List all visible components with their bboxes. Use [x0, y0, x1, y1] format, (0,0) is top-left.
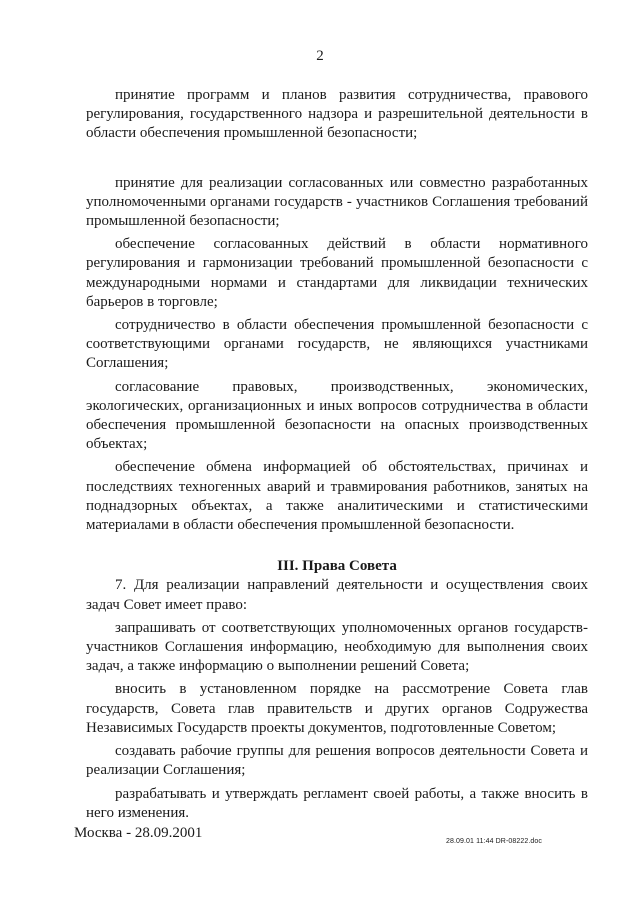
page-number: 2 [316, 48, 324, 64]
paragraph: сотрудничество в области обеспечения промышленной безопасности с соответствующими органами государств, не являющихся участниками Соглашения; [86, 317, 588, 372]
paragraph: создавать рабочие группы для решения вопросов деятельности Совета и реализации Соглашения; [86, 743, 588, 779]
paragraph: обеспечение обмена информацией об обстоятельствах, причинах и последствиях техногенных аварий и травмирования работников, занятых на поднадзорных объектах, а также аналитическими и статистическими материалами в области обеспечения промышленной безопасности. [86, 459, 588, 534]
document-body [86, 86, 588, 823]
footer-file-stamp: 28.09.01 11:44 DR-08222.doc [446, 838, 542, 845]
section-heading: III. Права Совета [277, 558, 397, 575]
paragraph: принятие программ и планов развития сотрудничества, правового регулирования, государственного надзора и разрешительной деятельности в области обеспечения промышленной безопасности; [86, 87, 588, 142]
paragraph: 7. Для реализации направлений деятельности и осуществления своих задач Совет имеет право: [86, 577, 588, 613]
paragraph: согласование правовых, производственных, экономических, экологических, организационных и иных вопросов сотрудничества в области обеспечения промышленной безопасности на опасных производственных объектах; [86, 378, 588, 453]
paragraph: разрабатывать и утверждать регламент своей работы, а также вносить в него изменения. [86, 785, 588, 821]
footer-city-date: Москва - 28.09.2001 [74, 825, 203, 841]
paragraph: вносить в установленном порядке на рассмотрение Совета глав государств, Совета глав правительств и других органов Содружества Независимых Государств проекты документов, подготовленные Советом; [86, 681, 588, 736]
paragraph-gap [86, 144, 588, 174]
paragraph: обеспечение согласованных действий в области нормативного регулирования и гармонизации требований промышленной безопасности с международными нормами и стандартами для ликвидации технических барьеров в торговле; [86, 236, 588, 310]
paragraph: принятие для реализации согласованных или совместно разработанных уполномоченными органами государств - участников Соглашения требований промышленной безопасности; [86, 174, 588, 230]
paragraph: запрашивать от соответствующих уполномоченных органов государств-участников Соглашения информацию, необходимую для выполнения своих задач, а также информацию о выполнении решений Совета; [86, 619, 588, 675]
